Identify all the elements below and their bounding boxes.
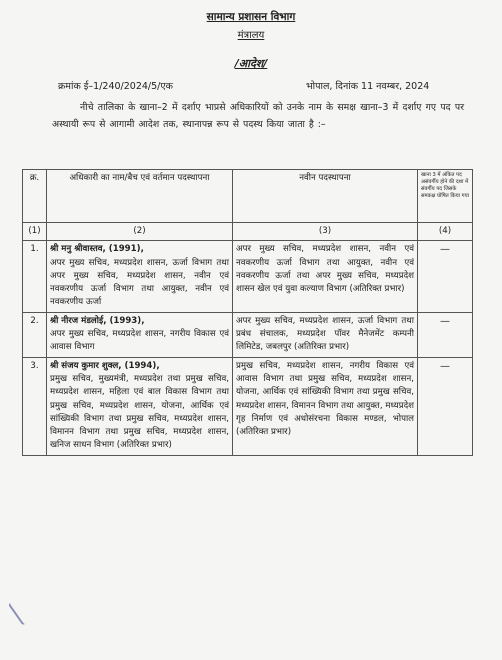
pen-mark xyxy=(8,596,34,625)
place-and-date: भोपाल, दिनांक 11 नवम्बर, 2024 xyxy=(306,81,430,92)
new-post: अपर मुख्य सचिव, मध्यप्रदेश शासन, ऊर्जा विभाग तथा प्रबंध संचालक, मध्यप्रदेश पॉवर मैनेजमेंट कम्पनी लिमिटेड, जबलपुर (अतिरिक्त प्रभार) xyxy=(233,312,418,357)
officer-cell xyxy=(47,357,233,455)
table-header-row xyxy=(23,170,473,223)
cadre-remark: — xyxy=(418,357,473,455)
column-number: (1) xyxy=(23,223,47,241)
new-post: अपर मुख्य सचिव, मध्यप्रदेश शासन, नवीन एवं नवकरणीय ऊर्जा विभाग तथा आयुक्त, नवीन एवं नवकरणीय ऊर्जा तथा अपर मुख्य सचिव, मध्यप्रदेश शासन खेल एवं युवा कल्याण विभाग (अतिरिक्त प्रभार) xyxy=(233,241,418,312)
intro-paragraph: नीचे तालिका के खाना–2 में दर्शाए भाप्रसे अधिकारियों को उनके नाम के समक्ष खाना–3 में दर्शाए गए पद पर अस्थायी रूप से आगामी आदेश तक, स्थानापन्न रूप से पदस्थ किया जाता है :– xyxy=(52,102,464,130)
column-number: (3) xyxy=(233,223,418,241)
ministry-heading: मंत्रालय xyxy=(237,30,265,41)
table-row xyxy=(23,357,473,455)
current-post: अपर मुख्य सचिव, मध्यप्रदेश शासन, नगरीय विकास एवं आवास विभाग xyxy=(50,329,229,353)
row-serial: 1. xyxy=(23,241,47,312)
header-cadre-equivalent: खाना 3 में अंकित पद असंवर्गीय होने की दशा में संवर्गीय पद जिसके समकक्ष घोषित किया गया xyxy=(418,170,473,223)
officer-name: श्री नीरज मंडलोई, (1993), xyxy=(50,315,145,326)
row-serial: 2. xyxy=(23,312,47,357)
current-post: प्रमुख सचिव, मुख्यमंत्री, मध्यप्रदेश तथा प्रमुख सचिव, मध्यप्रदेश शासन, महिला एवं बाल विकास विभाग तथा प्रमुख सचिव, मध्यप्रदेश शासन, योजना, आर्थिक एवं सांख्यिकी विभाग तथा प्रमुख सचिव, मध्यप्रदेश शासन, विमानन विभाग तथा प्रमुख सचिव, मध्यप्रदेश शासन, खनिज साधन विभाग (अतिरिक्त प्रभार) xyxy=(50,373,229,451)
officer-name: श्री संजय कुमार शुक्ल, (1994), xyxy=(50,360,160,371)
table-row xyxy=(23,312,473,357)
header-serial: क्र. xyxy=(23,170,47,223)
department-heading: सामान्य प्रशासन विभाग xyxy=(206,11,296,23)
current-post: अपर मुख्य सचिव, मध्यप्रदेश शासन, ऊर्जा विभाग तथा अपर मुख्य सचिव, मध्यप्रदेश शासन, नवीन एवं नवकरणीय ऊर्जा विभाग तथा आयुक्त, नवीन एवं नवकरणीय ऊर्जा xyxy=(50,257,229,308)
column-number-row xyxy=(23,223,473,241)
officer-cell xyxy=(47,312,233,357)
column-number: (2) xyxy=(47,223,233,241)
officer-name: श्री मनु श्रीवास्तव, (1991), xyxy=(50,244,144,255)
column-number: (4) xyxy=(418,223,473,241)
header-new-post: नवीन पदस्थापना xyxy=(233,170,418,223)
order-reference-number: क्रमांक ई–1/240/2024/5/एक xyxy=(58,81,173,92)
new-post: प्रमुख सचिव, मध्यप्रदेश शासन, नगरीय विकास एवं आवास विभाग तथा प्रमुख सचिव, मध्यप्रदेश शासन, योजना, आर्थिक एवं सांख्यिकी विभाग तथा प्रमुख सचिव, मध्यप्रदेश शासन, विमानन विभाग तथा आयुक्त, मध्यप्रदेश गृह निर्माण एवं अधोसंरचना विकास मण्डल, भोपाल (अतिरिक्त प्रभार) xyxy=(233,357,418,455)
cadre-remark: — xyxy=(418,241,473,312)
cadre-remark: — xyxy=(418,312,473,357)
order-title: /आदेश/ xyxy=(234,57,268,70)
officer-cell xyxy=(47,241,233,312)
postings-table xyxy=(22,169,473,456)
header-officer-current-post: अधिकारी का नाम/बैच एवं वर्तमान पदस्थापना xyxy=(47,170,233,223)
row-serial: 3. xyxy=(23,357,47,455)
table-row xyxy=(23,241,473,312)
